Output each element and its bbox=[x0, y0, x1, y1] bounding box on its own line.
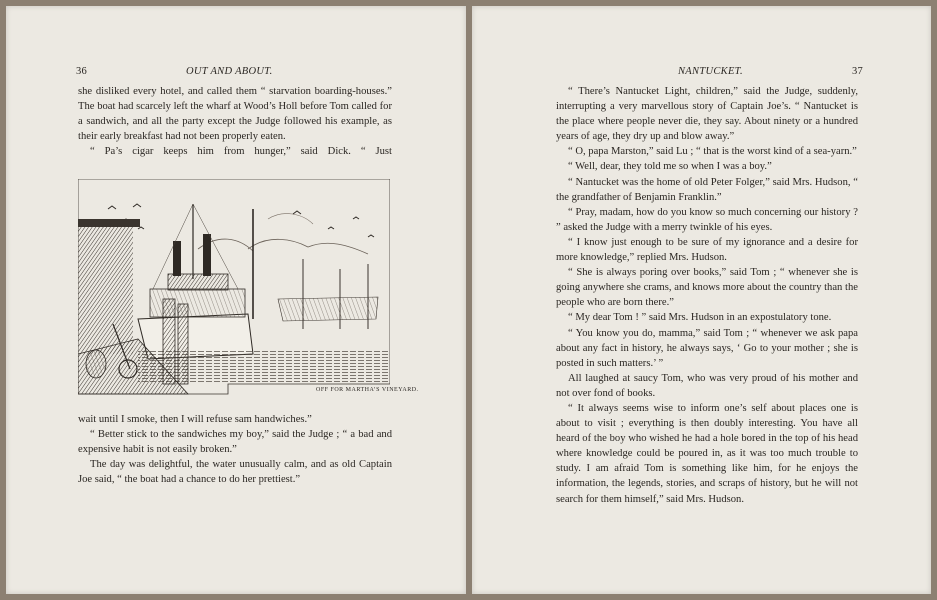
left-running-title: OUT AND ABOUT. bbox=[186, 66, 273, 77]
illustration-caption: OFF FOR MARTHA’S VINEYARD. bbox=[316, 387, 419, 393]
paragraph: “ Pray, madam, how do you know so much concerning our history ? ” asked the Judge with a merry twinkle of his eyes. bbox=[556, 206, 858, 233]
paragraph: wait until I smoke, then I will refuse sam handwiches.” bbox=[78, 414, 312, 425]
right-page bbox=[472, 6, 931, 594]
paragraph: “ There’s Nantucket Light, children,” said the Judge, suddenly, interrupting a very marvellous story of Captain Joe’s. “ Nantucket is the place where people never die, they say. About ninety or a hundred years of age, they dry up and blow away.” bbox=[556, 86, 858, 143]
right-text bbox=[556, 84, 858, 507]
ferry-illustration bbox=[78, 179, 419, 397]
left-top-text bbox=[78, 84, 392, 159]
paragraph: All laughed at saucy Tom, who was very proud of his mother and not over fond of books. bbox=[556, 372, 858, 399]
left-bottom-text bbox=[78, 412, 392, 487]
paragraph: “ Pa’s cigar keeps him from hunger,” said Dick. “ Just bbox=[90, 146, 392, 158]
paragraph: “ Better stick to the sandwiches my boy,” said the Judge ; “ a bad and expensive habit is not easily broken.” bbox=[78, 429, 392, 456]
paragraph: “ O, papa Marston,” said Lu ; “ that is the worst kind of a sea-yarn.” bbox=[568, 146, 857, 158]
paragraph: “ My dear Tom ! ” said Mrs. Hudson in an expostulatory tone. bbox=[568, 312, 832, 324]
paragraph: “ I know just enough to be sure of my ignorance and a desire for more knowledge,” replied Mrs. Hudson. bbox=[556, 236, 858, 264]
right-page-number: 37 bbox=[852, 66, 864, 77]
paragraph: “ Nantucket was the home of old Peter Folger,” said Mrs. Hudson, “ the grandfather of Benjamin Franklin.” bbox=[556, 176, 858, 203]
paragraph: “ It always seems wise to inform one’s self about places one is about to visit ; everything is then doubly interesting. You have all heard of the boy who wished he had a hole bored in the top of his head where knowledge could be poured in, as it was too much trouble to study. I am afraid Tom is something like him, for he enjoys the information, the legends, stories, and scraps of history, but he will not search for them himself,” said Mrs. Hudson. bbox=[556, 402, 858, 505]
paragraph: she disliked every hotel, and called them “ starvation boarding-houses.” The boat had scarcely left the wharf at Wood’s Holl before Tom called for a sandwich, and all the party except the Judge followed his example, as their early breakfast had not been properly eaten. bbox=[78, 86, 392, 143]
paragraph: “ She is always poring over books,” said Tom ; “ whenever she is going anywhere she crams, and knows more about the country than the people who are born there.” bbox=[556, 267, 858, 309]
ferry-engraving bbox=[78, 179, 390, 397]
paragraph: “ Well, dear, they told me so when I was a boy.” bbox=[568, 161, 772, 173]
right-running-title: NANTUCKET. bbox=[678, 66, 743, 77]
paragraph: “ You know you do, mamma,” said Tom ; “ whenever we ask papa about any fact in history, he always says, ‘ Go to your mother ; she is posted in such matters.’ ” bbox=[556, 327, 858, 369]
left-page-number: 36 bbox=[76, 66, 88, 77]
paragraph: The day was delightful, the water unusually calm, and as old Captain Joe said, “ the boat had a chance to do her prettiest.” bbox=[78, 459, 392, 486]
left-page bbox=[6, 6, 466, 594]
